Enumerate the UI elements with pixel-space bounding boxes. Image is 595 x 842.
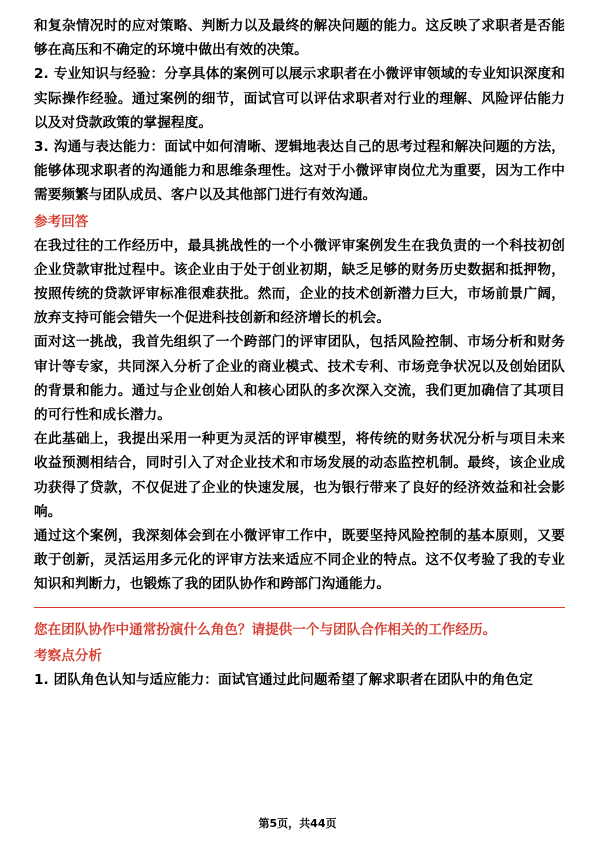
page-footer: 第5页，共44页 (258, 817, 337, 830)
reference-paragraph-4: 通过这个案例，我深刻体会到在小微评审工作中，既要坚持风险控制的基本原则，又要敢于创新，灵活运用多元化的评审方法来适应不同企业的特点。这不仅考验了我的专业知识和判断力，也锻炼了我的团队协作和跨部门沟通能力。 (34, 528, 565, 593)
section-divider (34, 607, 565, 608)
next-question: 您在团队协作中通常扮演什么角色？请提供一个与团队合作相关的工作经历。 (34, 621, 497, 638)
reference-paragraph-3: 在此基础上，我提出采用一种更为灵活的评审模型，将传统的财务状况分析与项目未来收益预测相结合，同时引入了对企业技术和市场发展的动态监控机制。最终，该企业成功获得了贷款，不仅促进了企业的快速发展，也为银行带来了良好的经济效益和社会影响。 (34, 431, 565, 520)
intro-paragraph-1: 和复杂情况时的应对策略、判断力以及最终的解决问题的能力。这反映了求职者是否能够在高压和不确定的环境中做出有效的决策。 (34, 18, 565, 59)
reference-heading: 参考回答 (34, 213, 89, 230)
analysis-heading: 考察点分析 (34, 647, 102, 664)
reference-paragraph-2: 面对这一挑战，我首先组织了一个跨部门的评审团队，包括风险控制、市场分析和财务审计等专家，共同深入分析了企业的商业模式、技术专利、市场竞争状况以及创始团队的背景和能力。通过与企业创始人和核心团队的多次深入交流，我们更加确信了其项目的可行性和成长潜力。 (34, 334, 565, 424)
page-content (34, 14, 565, 692)
intro-paragraph-3: 3. 沟通与表达能力：面试中如何清晰、逻辑地表达自己的思考过程和解决问题的方法，能够体现求职者的沟通能力和思维条理性。这对于小微评审岗位尤为重要，因为工作中需要频繁与团队成员、客户以及其他部门进行有效沟通。 (34, 139, 565, 204)
analysis-first-line: 1. 团队角色认知与适应能力：面试官通过此问题希望了解求职者在团队中的角色定 (34, 671, 533, 688)
reference-paragraph-1: 在我过往的工作经历中，最具挑战性的一个小微评审案例发生在我负责的一个科技初创企业贷款审批过程中。该企业由于处于创业初期，缺乏足够的财务历史数据和抵押物，按照传统的贷款评审标准很难获批。然而，企业的技术创新潜力巨大，市场前景广阔，放弃支持可能会错失一个促进科技创新和经济增长的机会。 (34, 237, 565, 327)
intro-paragraph-2: 2. 专业知识与经验：分享具体的案例可以展示求职者在小微评审领域的专业知识深度和实际操作经验。通过案例的细节，面试官可以评估求职者对行业的理解、风险评估能力以及对贷款政策的掌握程度。 (34, 66, 565, 131)
